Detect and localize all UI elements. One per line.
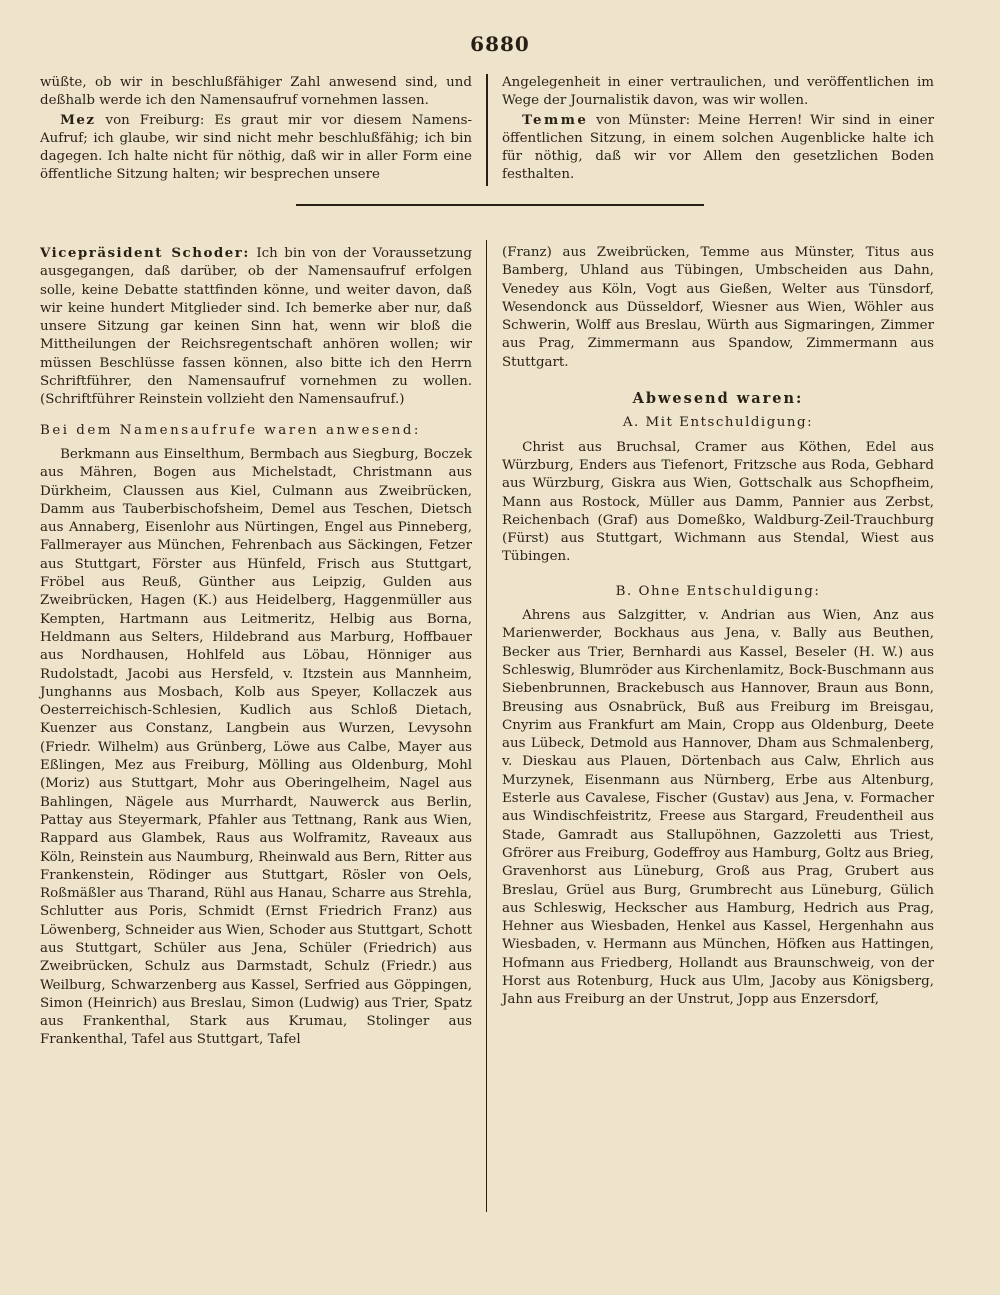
present-list: Berkmann aus Einselthum, Bermbach aus Siegburg, Boczek aus Mähren, Bogen aus Michelstadt, Christmann aus Dürkheim, Claussen aus Kiel, Culmann aus Zweibrücken, Damm aus Tauberbischofsheim, Demel aus Teschen, Dietsch aus Annaberg, Eisenlohr aus Nürtingen, Engel aus Pinneberg, Fallmerayer aus München, Fehrenbach aus Säckingen, Fetzer aus Stuttgart, Förster aus Hünfeld, Frisch aus Stuttgart, Fröbel aus Reuß, Günther aus Leipzig, Gulden aus Zweibrücken, Hagen (K.) aus Heidelberg, Haggenmüller aus Kempten, Hartmann aus Leitmeritz, Helbig aus Borna, Heldmann aus Selters, Hildebrand aus Marburg, Hoffbauer aus Nordhausen, Hohlfeld aus Löbau, Hönniger aus Rudolstadt, Jacobi aus Hersfeld, v. Itzstein aus Mannheim, Junghanns aus Mosbach, Kolb aus Speyer, Kollaczek aus Oesterreichisch-Schlesien, Kudlich aus Schloß Dietach, Kuenzer aus Constanz, Langbein aus Wurzen, Levysohn (Friedr. Wilhelm) aus Grünberg, Löwe aus Calbe, Mayer aus Eßlingen, Mez aus Freiburg, Mölling aus Oldenburg, Mohl (Moriz) aus Stuttgart, Mohr aus Oberingelheim, Nagel aus Bahlingen, Nägele aus Murrhardt, Nauwerck aus Berlin, Pattay aus Steyermark, Pfahler aus Tettnang, Rank aus Wien, Rappard aus Glambek, Raus aus Wolframitz, Raveaux aus Köln, Reinstein aus Naumburg, Rheinwald aus Bern, Ritter aus Frankenstein, Rödinger aus Stuttgart, Rösler von Oels, Roßmäßler aus Tharand, Rühl aus Hanau, Scharre aus Strehla, Schlutter aus Poris, Schmidt (Ernst Friedrich Franz) aus Löwenberg, Schneider aus Wien, Schoder aus Stuttgart, Schott aus Stuttgart, Schüler aus Jena, Schüler (Friedrich) aus Zweibrücken, Schulz aus Darmstadt, Schulz (Friedr.) aus Weilburg, Schwarzenberg aus Kassel, Serfried aus Göppingen, Simon (Heinrich) aus Breslau, Simon (Ludwig) aus Trier, Spatz aus Frankenthal, Stark aus Krumau, Stolinger aus Frankenthal, Tafel aus Stuttgart, Tafel [40, 446, 472, 1048]
paragraph [502, 111, 934, 185]
section-divider [296, 204, 704, 206]
absent-heading: Abwesend waren: [632, 390, 804, 408]
page-number: 6880 [470, 32, 530, 56]
speech-text: von Freiburg: Es graut mir vor diesem Namens-Aufruf; ich glaube, wir sind nicht mehr beschlußfähig; ich bin dagegen. Ich halte nicht für nöthig, daß wir in aller Form eine öffentliche Sitzung halten; wir besprechen unsere [40, 112, 472, 183]
column-divider [486, 240, 487, 1212]
right-column [502, 244, 934, 1010]
excused-list: Christ aus Bruchsal, Cramer aus Köthen, Edel aus Würzburg, Enders aus Tiefenort, Fritzsche aus Roda, Gebhard aus Würzburg, Giskra aus Wien, Gottschalk aus Schopfheim, Mann aus Rostock, Müller aus Damm, Pannier aus Zerbst, Reichenbach (Graf) aus Domeßko, Waldburg-Zeil-Trauchburg (Fürst) aus Stuttgart, Wichmann aus Stendal, Wiest aus Tübingen. [502, 439, 934, 565]
speaker-name: Temme [522, 111, 589, 128]
paragraph [40, 244, 472, 410]
left-column [40, 244, 472, 1050]
top-right-column [502, 74, 934, 185]
unexcused-list: Ahrens aus Salzgitter, v. Andrian aus Wien, Anz aus Marienwerder, Bockhaus aus Jena, v. Bally aus Beuthen, Becker aus Trier, Bernhardi aus Kassel, Beseler (H. W.) aus Schleswig, Blumröder aus Kirchenlamitz, Bock-Buschmann aus Siebenbrunnen, Brackebusch aus Hannover, Braun aus Bonn, Breusing aus Osnabrück, Buß aus Freiburg im Breisgau, Cnyrim aus Frankfurt am Main, Cropp aus Oldenburg, Deete aus Lübeck, Detmold aus Hannover, Dham aus Schmalenberg, v. Dieskau aus Plauen, Dörtenbach aus Calw, Ehrlich aus Murzynek, Eisenmann aus Nürnberg, Erbe aus Altenburg, Esterle aus Cavalese, Fischer (Gustav) aus Jena, v. Formacher aus Windischfeistritz, Freese aus Stargard, Freudentheil aus Stade, Gamradt aus Stallupöhnen, Gazzoletti aus Triest, Gfrörer aus Freiburg, Godeffroy aus Hamburg, Goltz aus Brieg, Gravenhorst aus Lüneburg, Groß aus Prag, Grubert aus Breslau, Grüel aus Burg, Grumbrecht aus Lüneburg, Gülich aus Schleswig, Heckscher aus Hamburg, Hedrich aus Prag, Hehner aus Wiesbaden, Henkel aus Kassel, Hergenhahn aus Wiesbaden, v. Hermann aus München, Höfken aus Hattingen, Hofmann aus Friedberg, Hollandt aus Braunschweig, von der Horst aus Rotenburg, Huck aus Ulm, Jacoby aus Königsberg, Jahn aus Freiburg an der Unstrut, Jopp aus Enzersdorf, [502, 608, 934, 1008]
paragraph: Angelegenheit in einer vertraulichen, und veröffentlichen im Wege der Journalistik davon, was wir wollen. [502, 75, 934, 109]
speech-text: von Münster: Meine Herren! Wir sind in einer öffentlichen Sitzung, in einem solchen Augenblicke halte ich für nöthig, daß wir vor Allem den gesetzlichen Boden festhalten. [502, 112, 934, 183]
speech-text: Ich bin von der Voraussetzung ausgegangen, daß darüber, ob der Namensaufruf erfolgen solle, keine Debatte stattfinden könne, und weiter davon, daß wir keine hundert Mitglieder sind. Ich bemerke aber nur, daß unsere Sitzung gar keinen Sinn hat, wenn wir bloß die Mittheilungen der Reichsregentschaft anhören wollen; wir müssen Beschlüsse fassen können, also bitte ich den Herrn Schriftführer, den Namensaufruf vornehmen zu wollen. (Schriftführer Reinstein vollzieht den Namensaufruf.) [40, 246, 472, 408]
speaker-name: Vicepräsident Schoder: [40, 245, 250, 261]
paragraph: wüßte, ob wir in beschlußfähiger Zahl anwesend sind, und deßhalb werde ich den Namensaufruf vornehmen lassen. [40, 75, 472, 109]
unexcused-heading: B. Ohne Entschuldigung: [615, 583, 821, 599]
excused-heading: A. Mit Entschuldigung: [622, 415, 814, 431]
paragraph [40, 111, 472, 185]
top-left-column [40, 74, 472, 185]
present-list-continued: (Franz) aus Zweibrücken, Temme aus Münster, Titus aus Bamberg, Uhland aus Tübingen, Umbscheiden aus Dahn, Venedey aus Köln, Vogt aus Gießen, Welter aus Tünsdorf, Wesendonck aus Düsseldorf, Wiesner aus Wien, Wöhler aus Schwerin, Wolff aus Breslau, Würth aus Sigmaringen, Zimmer aus Prag, Zimmermann aus Spandow, Zimmermann aus Stuttgart. [502, 245, 934, 370]
column-divider [486, 74, 488, 186]
present-heading: Bei dem Namensaufrufe waren anwesend: [40, 422, 421, 438]
speaker-name: Mez [60, 111, 96, 128]
